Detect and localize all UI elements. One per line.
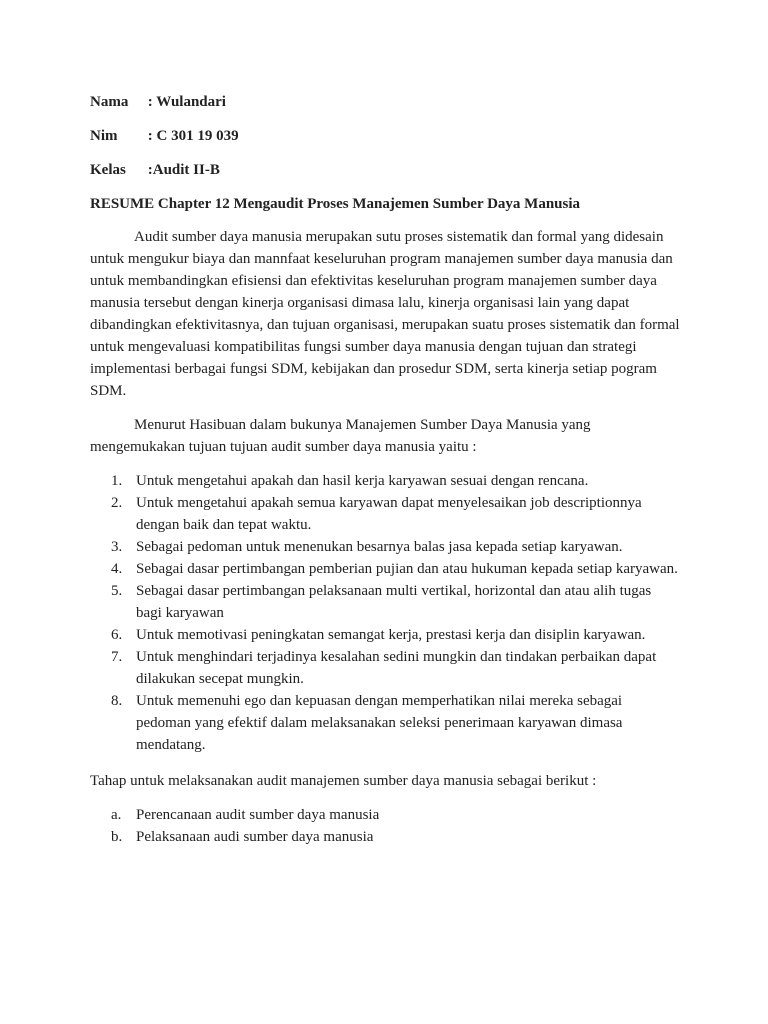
list-marker: b.: [111, 829, 123, 845]
list-item: [90, 536, 680, 558]
paragraph-stages-intro: Tahap untuk melaksanakan audit manajemen sumber daya manusia sebagai berikut :: [90, 773, 597, 789]
list-marker: 4.: [111, 561, 123, 577]
list-marker: 2.: [111, 495, 123, 511]
list-item-text: Perencanaan audit sumber daya manusia: [136, 807, 380, 823]
list-marker: 3.: [111, 539, 123, 555]
objectives-list: [90, 470, 680, 756]
list-item-text: Sebagai dasar pertimbangan pelaksanaan multi vertikal, horizontal dan atau alih tugas bagi karyawan: [136, 583, 652, 621]
list-marker: 7.: [111, 649, 123, 665]
paragraph-definition: Audit sumber daya manusia merupakan sutu proses sistematik dan formal yang didesain untuk mengukur biaya dan mannfaat keseluruhan program manajemen sumber daya manusia dan untuk membandingkan efisiensi dan efektivitas keseluruhan program manajemen sumber daya manusia tersebut dengan kinerja organisasi dimasa lalu, kinerja organisasi lain yang dapat dibandingkan efektivitasnya, dan tujuan organisasi, merupakan suatu proses sistematik dan formal untuk mengevaluasi kompatibilitas fungsi sumber daya manusia dengan tujuan dan strategi implementasi berbagai fungsi SDM, kebijakan dan prosedur SDM, serta kinerja setiap pogram SDM.: [90, 229, 680, 399]
list-marker: 1.: [111, 473, 123, 489]
list-item: [90, 492, 680, 536]
list-marker: a.: [111, 807, 122, 823]
list-marker: 6.: [111, 627, 123, 643]
nama-label: Nama: [90, 94, 129, 110]
field-nama: [90, 92, 680, 112]
list-item-text: Untuk memotivasi peningkatan semangat kerja, prestasi kerja dan disiplin karyawan.: [136, 627, 646, 643]
list-item: [90, 690, 680, 756]
list-item-text: Untuk mengetahui apakah dan hasil kerja karyawan sesuai dengan rencana.: [136, 473, 589, 489]
nim-label: Nim: [90, 128, 118, 144]
list-item: [90, 624, 680, 646]
list-item-text: Untuk menghindari terjadinya kesalahan sedini mungkin dan tindakan perbaikan dapat dilakukan secepat mungkin.: [136, 649, 657, 687]
kelas-value: :Audit II-B: [147, 162, 220, 178]
list-item: [90, 558, 680, 580]
kelas-label: Kelas: [90, 162, 126, 178]
list-item-text: Untuk memenuhi ego dan kepuasan dengan memperhatikan nilai mereka sebagai pedoman yang efektif dalam melaksanakan seleksi penerimaan karyawan dimasa mendatang.: [136, 693, 623, 753]
list-item-text: Sebagai pedoman untuk menenukan besarnya balas jasa kepada setiap karyawan.: [136, 539, 623, 555]
list-item: [90, 826, 680, 848]
paragraph-objectives-intro: Menurut Hasibuan dalam bukunya Manajemen Sumber Daya Manusia yang mengemukakan tujuan tujuan audit sumber daya manusia yaitu :: [90, 417, 591, 455]
list-marker: 5.: [111, 583, 123, 599]
list-item-text: Untuk mengetahui apakah semua karyawan dapat menyelesaikan job descriptionnya dengan baik dan tepat waktu.: [136, 495, 642, 533]
list-item: [90, 470, 680, 492]
list-item: [90, 646, 680, 690]
field-kelas: [90, 160, 680, 180]
field-nim: [90, 126, 680, 146]
list-item: [90, 804, 680, 826]
list-item-text: Sebagai dasar pertimbangan pemberian pujian dan atau hukuman kepada setiap karyawan.: [136, 561, 678, 577]
nama-value: : Wulandari: [147, 94, 226, 110]
list-item-text: Pelaksanaan audi sumber daya manusia: [136, 829, 374, 845]
nim-value: : C 301 19 039: [147, 128, 239, 144]
document-content: [90, 92, 680, 862]
list-marker: 8.: [111, 693, 123, 709]
list-item: [90, 580, 680, 624]
document-title: RESUME Chapter 12 Mengaudit Proses Manajemen Sumber Daya Manusia: [90, 196, 581, 212]
stages-list: [90, 804, 680, 848]
